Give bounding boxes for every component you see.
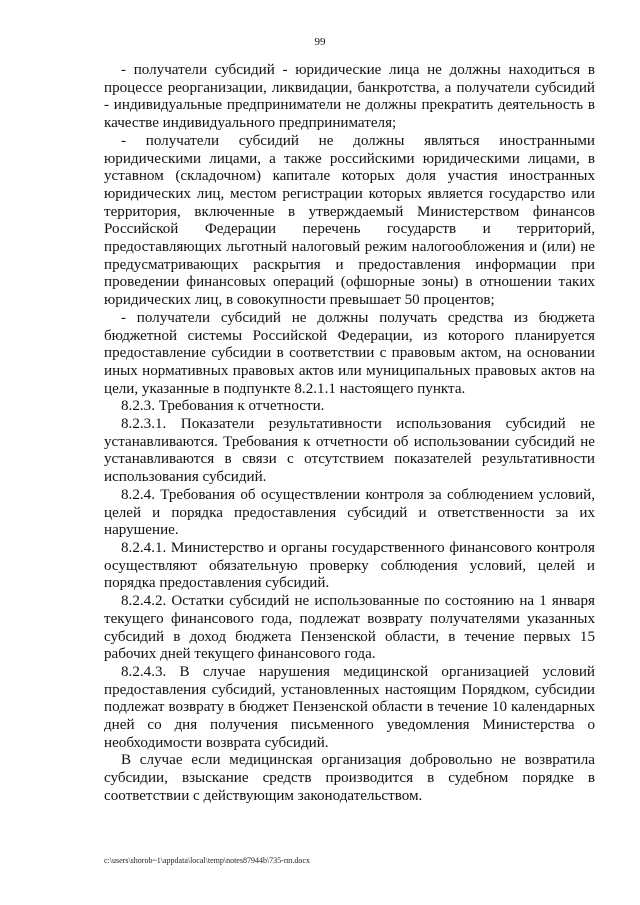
document-body — [104, 62, 595, 806]
page-number: 99 — [314, 36, 326, 48]
paragraph-8-2-4-1: 8.2.4.1. Министерство и органы государственного финансового контроля осуществляют обязательную проверку соблюдения условий, целей и порядка предоставления субсидий. — [104, 539, 595, 592]
footer-file-path: c:\users\shorob~1\appdata\local\temp\notes87944b\735-пп.docx — [104, 856, 310, 865]
paragraph-bullet-budget-funds: - получатели субсидий не должны получать средства из бюджета бюджетной системы Российской Федерации, из которого планируется предоставление субсидии в соответствии с правовым актом, на основании иных нормативных правовых актов или муниципальных правовых актов на цели, указанные в подпункте 8.2.1.1 настоящего пункта. — [104, 309, 595, 397]
paragraph-8-2-4-2: 8.2.4.2. Остатки субсидий не использованные по состоянию на 1 января текущего финансового года, подлежат возврату получателями указанных субсидий в доход бюджета Пензенской области, в течение первых 15 рабочих дней текущего финансового года. — [104, 593, 595, 663]
paragraph-8-2-3: 8.2.3. Требования к отчетности. — [121, 398, 325, 415]
paragraph-8-2-3-1: 8.2.3.1. Показатели результативности использования субсидий не устанавливаются. Требования к отчетности об использовании субсидий не устанавливаются в связи с отсутствием показателей результативности использования субсидий. — [104, 416, 595, 486]
paragraph-8-2-4-3: 8.2.4.3. В случае нарушения медицинской организацией условий предоставления субсидий, установленных настоящим Порядком, субсидии подлежат возврату в бюджет Пензенской области в течение 10 календарных дней со дня получения письменного уведомления Министерства о необходимости возврата субсидий. — [104, 663, 595, 751]
paragraph-bullet-foreign-entities: - получатели субсидий не должны являться иностранными юридическими лицами, а также российскими юридическими лицами, в уставном (складочном) капитале которых доля участия иностранных юридических лиц, местом регистрации которых является государство или территория, включенные в утверждаемый Министерством финансов Российской Федерации перечень государств и территорий, предоставляющих льготный налоговый режим налогообложения и (или) не предусматривающих раскрытия и предоставления информации при проведении финансовых операций (офшорные зоны) в отношении таких юридических лиц, в совокупности превышает 50 процентов; — [104, 132, 595, 309]
paragraph-court-recovery: В случае если медицинская организация добровольно не возвратила субсидии, взыскание средств производится в судебном порядке в соответствии с действующим законодательством. — [104, 752, 595, 804]
paragraph-bullet-reorganization: - получатели субсидий - юридические лица не должны находиться в процессе реорганизации, ликвидации, банкротства, а получатели субсидий - индивидуальные предприниматели не должны прекратить деятельность в качестве индивидуального предпринимателя; — [104, 62, 595, 132]
paragraph-8-2-4: 8.2.4. Требования об осуществлении контроля за соблюдением условий, целей и порядка предоставления субсидий и ответственности за их нарушение. — [104, 486, 595, 539]
